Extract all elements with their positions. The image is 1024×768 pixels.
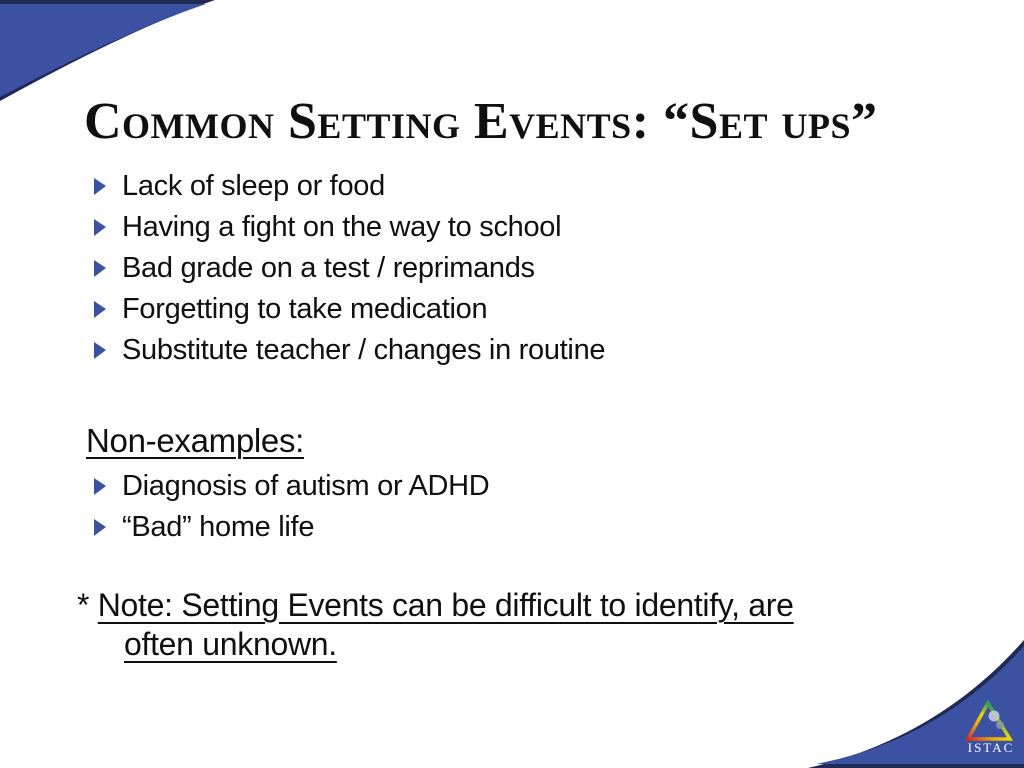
list-item-text: Having a fight on the way to school <box>122 211 562 243</box>
list-item <box>94 507 489 548</box>
slide-title: Common Setting Events: “Set ups” <box>84 92 878 150</box>
bullet-arrow-icon <box>94 519 106 536</box>
bullet-arrow-icon <box>94 342 106 359</box>
footnote <box>77 586 967 664</box>
logo-circle-icon <box>996 721 1004 729</box>
footnote-line1: Note: Setting Events can be difficult to identify, are <box>97 587 794 623</box>
list-item <box>94 330 605 371</box>
list-item-text: Bad grade on a test / reprimands <box>122 252 535 284</box>
istac-logo <box>962 700 1018 744</box>
bullet-arrow-icon <box>94 260 106 277</box>
list-item-text: Substitute teacher / changes in routine <box>122 334 606 366</box>
bullet-arrow-icon <box>94 178 106 195</box>
bullet-list-main <box>94 166 605 371</box>
list-item <box>94 207 605 248</box>
list-item <box>94 466 489 507</box>
list-item-text: Diagnosis of autism or ADHD <box>122 470 490 502</box>
non-examples-heading: Non-examples: <box>86 422 305 459</box>
footnote-star: * <box>77 587 90 623</box>
logo-text: ISTAC <box>967 740 1015 755</box>
logo-triangle-icon <box>968 703 1010 739</box>
bullet-arrow-icon <box>94 301 106 318</box>
footnote-line2: often unknown. <box>124 626 337 662</box>
bullet-arrow-icon <box>94 219 106 236</box>
list-item-text: Lack of sleep or food <box>122 170 385 202</box>
list-item <box>94 289 605 330</box>
list-item <box>94 248 605 289</box>
logo-circle-icon <box>989 711 1000 722</box>
list-item <box>94 166 605 207</box>
bullet-arrow-icon <box>94 478 106 495</box>
list-item-text: Forgetting to take medication <box>122 293 488 325</box>
bullet-list-non-examples <box>94 466 489 548</box>
list-item-text: “Bad” home life <box>122 511 315 543</box>
